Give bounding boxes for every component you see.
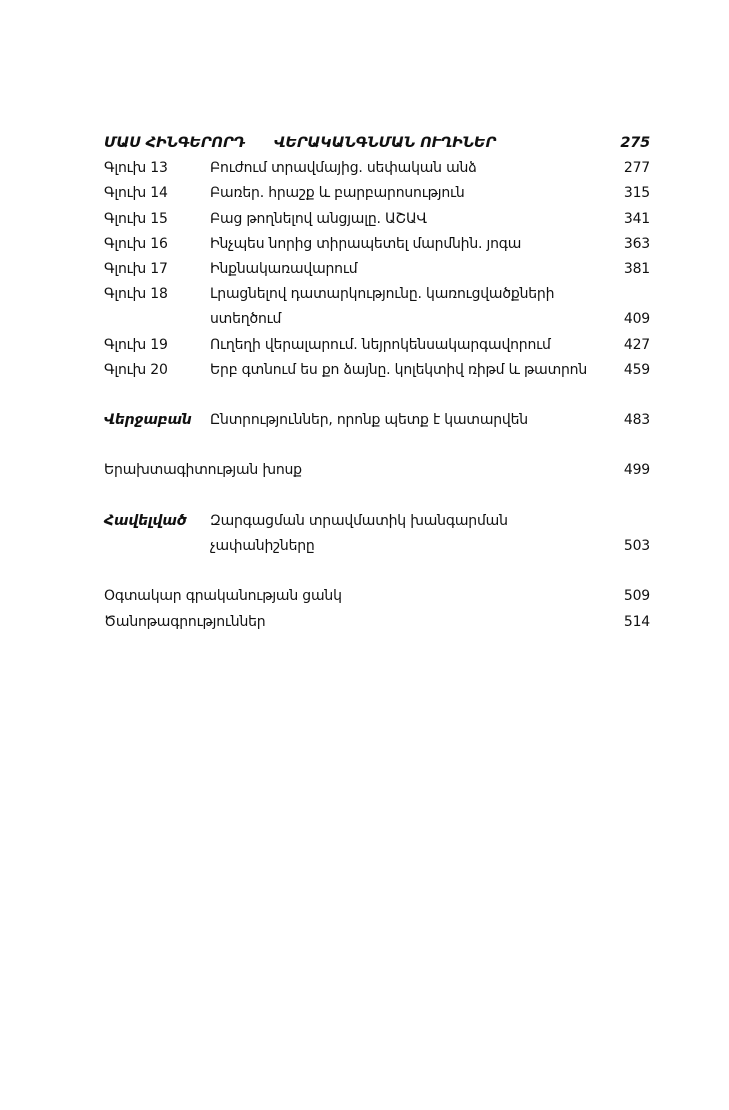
page-number: 483	[623, 412, 650, 429]
epilogue-title: Ընտրություններ, որոնք պետք է կատարվեն	[210, 412, 528, 429]
page-number: 381	[623, 260, 650, 277]
toc-entry-acknowledgements[interactable]	[104, 458, 650, 483]
spacer	[104, 559, 650, 584]
chapter-title: Բուժում տրավմայից. սեփական անձ	[210, 160, 477, 177]
page-number: 503	[623, 538, 650, 554]
spacer	[104, 433, 650, 458]
toc-entry-appendix-continued[interactable]	[104, 534, 650, 559]
toc-entry-further-reading[interactable]	[104, 584, 650, 609]
page-number: 315	[623, 185, 650, 202]
epilogue-label: Վերջաբան	[104, 412, 192, 429]
chapter-label: Գլուխ 14	[104, 185, 168, 202]
chapter-label: Գլուխ 15	[104, 210, 168, 227]
page-number: 514	[623, 613, 650, 630]
chapter-label: Գլուխ 20	[104, 361, 168, 378]
appendix-title-continued: չափանիշները	[210, 538, 315, 554]
table-of-contents	[104, 131, 650, 635]
chapter-title-continued: ստեղծում	[210, 311, 282, 328]
toc-entry-chapter-20[interactable]	[104, 358, 650, 383]
chapter-title: Բաց թողնելով անցյալը. ԱՇԱՎ	[210, 210, 427, 227]
toc-entry-chapter-15[interactable]	[104, 207, 650, 232]
acknowledgements-title: Երախտագիտության խոսք	[104, 462, 302, 479]
page-number: 341	[623, 210, 650, 227]
toc-entry-chapter-17[interactable]	[104, 257, 650, 282]
chapter-title: Բառեր. հրաշք և բարբարոսություն	[210, 185, 465, 202]
page-number: 427	[623, 336, 650, 353]
notes-title: Ծանոթագրություններ	[104, 613, 266, 630]
page-number: 459	[623, 361, 650, 378]
spacer	[104, 484, 650, 509]
page-number: 275	[620, 135, 650, 151]
toc-entry-chapter-14[interactable]	[104, 181, 650, 206]
part-title: ՎԵՐԱԿԱՆԳՆՄԱՆ ՈՒՂԻՆԵՐ	[274, 135, 496, 151]
page-number: 363	[623, 235, 650, 252]
part-label: ՄԱՍ ՀԻՆԳԵՐՈՐԴ	[104, 135, 246, 151]
chapter-label: Գլուխ 19	[104, 336, 168, 353]
toc-entry-appendix[interactable]	[104, 509, 650, 534]
toc-entry-notes[interactable]	[104, 610, 650, 635]
chapter-title: Լրացնելով դատարկությունը. կառուցվածքների	[210, 286, 555, 303]
chapter-title: Երբ գտնում ես քո ձայնը. կոլեկտիվ ռիթմ և թատրոն	[210, 361, 588, 378]
toc-entry-chapter-13[interactable]	[104, 156, 650, 181]
toc-entry-chapter-18[interactable]	[104, 282, 650, 307]
page-number: 409	[623, 311, 650, 328]
further-reading-title: Օգտակար գրականության ցանկ	[104, 588, 342, 605]
chapter-title: Ինչպես նորից տիրապետել մարմնին. յոգա	[210, 235, 522, 252]
appendix-title: Զարգացման տրավմատիկ խանգարման	[210, 512, 508, 529]
chapter-label: Գլուխ 13	[104, 160, 168, 177]
toc-entry-epilogue[interactable]	[104, 408, 650, 433]
toc-entry-chapter-19[interactable]	[104, 333, 650, 358]
chapter-label: Գլուխ 18	[104, 286, 168, 303]
page-number: 509	[623, 588, 650, 605]
chapter-title: Ուղեղի վերալարում. նեյրոկենսակարգավորում	[210, 336, 551, 353]
page-number: 277	[623, 160, 650, 177]
toc-part-heading[interactable]	[104, 131, 650, 156]
appendix-label: Հավելված	[104, 512, 187, 529]
chapter-label: Գլուխ 16	[104, 235, 168, 252]
chapter-label: Գլուխ 17	[104, 260, 168, 277]
toc-entry-chapter-18-continued[interactable]	[104, 307, 650, 332]
chapter-title: Ինքնակառավարում	[210, 260, 358, 277]
spacer	[104, 383, 650, 408]
toc-entry-chapter-16[interactable]	[104, 232, 650, 257]
page-number: 499	[623, 462, 650, 479]
